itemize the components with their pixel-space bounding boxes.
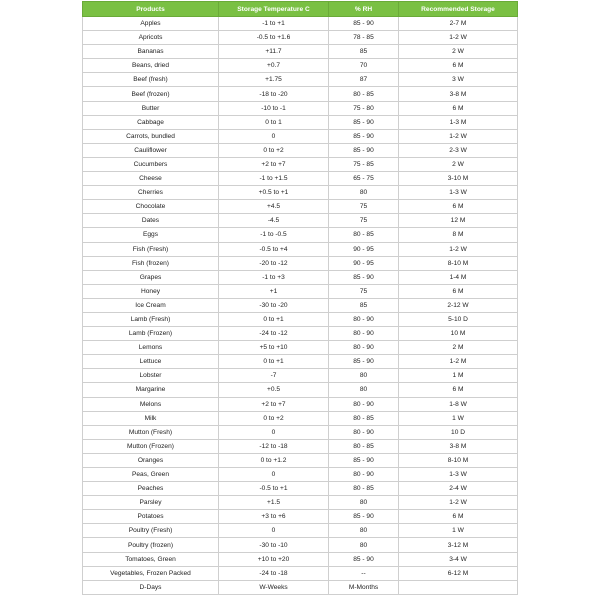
cell-product: Vegetables, Frozen Packed <box>83 566 219 580</box>
cell-humidity: 90 - 95 <box>329 242 399 256</box>
cell-storage: 10 M <box>399 327 518 341</box>
table-row <box>83 284 518 298</box>
cell-storage: 3-8 M <box>399 439 518 453</box>
cell-humidity: 85 - 90 <box>329 115 399 129</box>
cell-humidity: 85 - 90 <box>329 143 399 157</box>
cell-humidity: 75 - 85 <box>329 157 399 171</box>
table-row <box>83 524 518 538</box>
table-row <box>83 186 518 200</box>
table-row <box>83 270 518 284</box>
cell-product: Mutton (Frozen) <box>83 439 219 453</box>
table-row <box>83 214 518 228</box>
cell-product: Cucumbers <box>83 157 219 171</box>
cell-product: Poultry (Fresh) <box>83 524 219 538</box>
cell-storage: 6 M <box>399 284 518 298</box>
cell-storage: 2-7 M <box>399 17 518 31</box>
table-row <box>83 468 518 482</box>
cell-product: Parsley <box>83 496 219 510</box>
cell-temperature: +3 to +6 <box>219 510 329 524</box>
cell-product: Fish (Fresh) <box>83 242 219 256</box>
legend-row <box>83 580 518 594</box>
cell-humidity: 78 - 85 <box>329 31 399 45</box>
cell-product: Beans, dried <box>83 59 219 73</box>
cell-product: Fish (frozen) <box>83 256 219 270</box>
cell-temperature: 0 to +1 <box>219 355 329 369</box>
cell-storage: 6 M <box>399 510 518 524</box>
cell-humidity: 70 <box>329 59 399 73</box>
cell-product: Cherries <box>83 186 219 200</box>
cell-temperature: 0 to +2 <box>219 143 329 157</box>
table-row <box>83 510 518 524</box>
cell-storage: 2-12 W <box>399 298 518 312</box>
cell-storage: 3-12 M <box>399 538 518 552</box>
cell-storage: 1-2 W <box>399 242 518 256</box>
cell-temperature: +0.5 <box>219 383 329 397</box>
cell-storage: 2-3 W <box>399 143 518 157</box>
cell-temperature: +1 <box>219 284 329 298</box>
table-row <box>83 17 518 31</box>
cell-humidity: 85 - 90 <box>329 17 399 31</box>
header-products: Products <box>83 2 219 17</box>
cell-temperature: +1.75 <box>219 73 329 87</box>
cell-humidity: 85 - 90 <box>329 355 399 369</box>
table-row <box>83 87 518 101</box>
table-row <box>83 45 518 59</box>
cell-humidity: 85 - 90 <box>329 552 399 566</box>
cell-temperature: 0 <box>219 524 329 538</box>
table-row <box>83 538 518 552</box>
cell-storage: 1 W <box>399 411 518 425</box>
cell-storage: 1-2 M <box>399 355 518 369</box>
cell-product: Cauliflower <box>83 143 219 157</box>
cell-humidity: 85 <box>329 298 399 312</box>
table-row <box>83 115 518 129</box>
cell-storage: 1 M <box>399 369 518 383</box>
table-row <box>83 298 518 312</box>
table-row <box>83 31 518 45</box>
cell-storage: 1-4 M <box>399 270 518 284</box>
header-recommended-storage: Recommended Storage <box>399 2 518 17</box>
header-storage-temperature: Storage Temperature C <box>219 2 329 17</box>
cell-humidity: -- <box>329 566 399 580</box>
cell-humidity: 87 <box>329 73 399 87</box>
table-row <box>83 73 518 87</box>
cell-temperature: -0.5 to +4 <box>219 242 329 256</box>
cell-product: Lamb (Frozen) <box>83 327 219 341</box>
cell-product: Lobster <box>83 369 219 383</box>
cell-humidity: 75 <box>329 214 399 228</box>
cell-temperature: +0.5 to +1 <box>219 186 329 200</box>
table-row <box>83 453 518 467</box>
cell-humidity: 75 <box>329 284 399 298</box>
cell-temperature: -7 <box>219 369 329 383</box>
cell-storage: 1-2 W <box>399 31 518 45</box>
cell-product: Honey <box>83 284 219 298</box>
cell-humidity: 80 - 85 <box>329 228 399 242</box>
cell-storage: 1-2 W <box>399 129 518 143</box>
table-row <box>83 157 518 171</box>
cell-product: Peas, Green <box>83 468 219 482</box>
cell-humidity: 80 - 90 <box>329 397 399 411</box>
cell-humidity: M-Months <box>329 580 399 594</box>
cell-temperature: -0.5 to +1 <box>219 482 329 496</box>
cell-humidity: 85 - 90 <box>329 270 399 284</box>
cell-storage: 1-2 W <box>399 496 518 510</box>
cell-temperature: -10 to -1 <box>219 101 329 115</box>
cell-temperature: 0 <box>219 425 329 439</box>
cell-humidity: 75 <box>329 200 399 214</box>
cell-product: Carrots, bundled <box>83 129 219 143</box>
table-row <box>83 355 518 369</box>
cell-storage: 3 W <box>399 73 518 87</box>
cell-humidity: 80 <box>329 496 399 510</box>
cell-temperature: -30 to -10 <box>219 538 329 552</box>
cell-temperature: -30 to -20 <box>219 298 329 312</box>
storage-table-container <box>82 1 517 595</box>
cell-temperature: 0 to +2 <box>219 411 329 425</box>
cell-storage: 1-3 W <box>399 186 518 200</box>
cell-product: Butter <box>83 101 219 115</box>
cell-humidity: 90 - 95 <box>329 256 399 270</box>
table-row <box>83 200 518 214</box>
cell-humidity: 65 - 75 <box>329 172 399 186</box>
cell-temperature: 0 <box>219 468 329 482</box>
cell-storage: 8-10 M <box>399 256 518 270</box>
cell-storage: 6 M <box>399 383 518 397</box>
table-row <box>83 383 518 397</box>
cell-temperature: -1 to +3 <box>219 270 329 284</box>
cell-humidity: 75 - 80 <box>329 101 399 115</box>
cell-humidity: 80 <box>329 186 399 200</box>
cell-temperature: -1 to +1.5 <box>219 172 329 186</box>
table-row <box>83 397 518 411</box>
table-body <box>83 17 518 595</box>
cell-temperature: -0.5 to +1.6 <box>219 31 329 45</box>
table-row <box>83 143 518 157</box>
cell-temperature: -4.5 <box>219 214 329 228</box>
table-row <box>83 439 518 453</box>
cell-product: Beef (frozen) <box>83 87 219 101</box>
cell-storage: 1-8 W <box>399 397 518 411</box>
cell-storage: 2 W <box>399 45 518 59</box>
cell-temperature: -12 to -18 <box>219 439 329 453</box>
cell-product: Ice Cream <box>83 298 219 312</box>
cell-storage: 3-4 W <box>399 552 518 566</box>
cell-humidity: 80 - 90 <box>329 425 399 439</box>
cell-temperature: 0 to +1.2 <box>219 453 329 467</box>
cell-temperature: 0 to +1 <box>219 312 329 326</box>
cell-temperature: +0.7 <box>219 59 329 73</box>
cell-humidity: 80 - 85 <box>329 439 399 453</box>
cell-product: Mutton (Fresh) <box>83 425 219 439</box>
cell-humidity: 80 - 85 <box>329 411 399 425</box>
cell-storage <box>399 580 518 594</box>
cell-humidity: 80 - 85 <box>329 87 399 101</box>
cell-temperature: +1.5 <box>219 496 329 510</box>
cell-temperature: +2 to +7 <box>219 157 329 171</box>
cell-product: Apricots <box>83 31 219 45</box>
table-row <box>83 566 518 580</box>
table-row <box>83 172 518 186</box>
cell-product: Lettuce <box>83 355 219 369</box>
cell-temperature: W-Weeks <box>219 580 329 594</box>
header-row <box>83 2 518 17</box>
cell-temperature: +4.5 <box>219 200 329 214</box>
cell-storage: 3-8 M <box>399 87 518 101</box>
cell-product: Lamb (Fresh) <box>83 312 219 326</box>
table-row <box>83 228 518 242</box>
cell-product: Lemons <box>83 341 219 355</box>
header-relative-humidity: % RH <box>329 2 399 17</box>
cell-product: Chocolate <box>83 200 219 214</box>
cell-storage: 8 M <box>399 228 518 242</box>
cell-storage: 12 M <box>399 214 518 228</box>
table-row <box>83 129 518 143</box>
cell-product: Peaches <box>83 482 219 496</box>
cell-temperature: -20 to -12 <box>219 256 329 270</box>
cell-temperature: 0 to 1 <box>219 115 329 129</box>
cell-temperature: +10 to +20 <box>219 552 329 566</box>
cell-temperature: -24 to -12 <box>219 327 329 341</box>
cell-storage: 10 D <box>399 425 518 439</box>
cell-product: Cheese <box>83 172 219 186</box>
cell-humidity: 80 - 90 <box>329 327 399 341</box>
cell-storage: 1 W <box>399 524 518 538</box>
cell-humidity: 85 - 90 <box>329 453 399 467</box>
cell-temperature: -1 to -0.5 <box>219 228 329 242</box>
cell-humidity: 80 - 90 <box>329 468 399 482</box>
cell-product: Beef (fresh) <box>83 73 219 87</box>
cell-product: Grapes <box>83 270 219 284</box>
cell-storage: 1-3 M <box>399 115 518 129</box>
cell-humidity: 80 - 90 <box>329 341 399 355</box>
table-row <box>83 256 518 270</box>
cell-storage: 8-10 M <box>399 453 518 467</box>
table-row <box>83 482 518 496</box>
cell-humidity: 80 <box>329 383 399 397</box>
cell-storage: 2 W <box>399 157 518 171</box>
cell-product: Margarine <box>83 383 219 397</box>
table-row <box>83 411 518 425</box>
cell-humidity: 80 - 85 <box>329 482 399 496</box>
cell-storage: 2-4 W <box>399 482 518 496</box>
table-row <box>83 425 518 439</box>
cell-humidity: 85 <box>329 45 399 59</box>
cell-storage: 5-10 D <box>399 312 518 326</box>
cell-product: Apples <box>83 17 219 31</box>
cell-storage: 6-12 M <box>399 566 518 580</box>
cell-product: D-Days <box>83 580 219 594</box>
table-row <box>83 327 518 341</box>
cell-storage: 3-10 M <box>399 172 518 186</box>
cell-storage: 2 M <box>399 341 518 355</box>
table-row <box>83 341 518 355</box>
table-row <box>83 552 518 566</box>
storage-table <box>82 1 518 595</box>
cell-product: Cabbage <box>83 115 219 129</box>
cell-storage: 6 M <box>399 101 518 115</box>
cell-storage: 6 M <box>399 59 518 73</box>
cell-humidity: 80 <box>329 369 399 383</box>
cell-temperature: -24 to -18 <box>219 566 329 580</box>
cell-product: Potatoes <box>83 510 219 524</box>
cell-humidity: 80 <box>329 524 399 538</box>
cell-product: Poultry (frozen) <box>83 538 219 552</box>
table-row <box>83 101 518 115</box>
cell-humidity: 80 - 90 <box>329 312 399 326</box>
cell-temperature: 0 <box>219 129 329 143</box>
table-row <box>83 312 518 326</box>
cell-temperature: +11.7 <box>219 45 329 59</box>
table-row <box>83 496 518 510</box>
cell-product: Dates <box>83 214 219 228</box>
cell-product: Melons <box>83 397 219 411</box>
cell-humidity: 85 - 90 <box>329 129 399 143</box>
cell-humidity: 85 - 90 <box>329 510 399 524</box>
cell-temperature: +5 to +10 <box>219 341 329 355</box>
table-row <box>83 242 518 256</box>
cell-humidity: 80 <box>329 538 399 552</box>
cell-temperature: -1 to +1 <box>219 17 329 31</box>
cell-product: Tomatoes, Green <box>83 552 219 566</box>
cell-storage: 1-3 W <box>399 468 518 482</box>
cell-product: Milk <box>83 411 219 425</box>
table-row <box>83 369 518 383</box>
cell-temperature: -18 to -20 <box>219 87 329 101</box>
cell-product: Eggs <box>83 228 219 242</box>
cell-temperature: +2 to +7 <box>219 397 329 411</box>
cell-storage: 6 M <box>399 200 518 214</box>
cell-product: Oranges <box>83 453 219 467</box>
table-row <box>83 59 518 73</box>
cell-product: Bananas <box>83 45 219 59</box>
